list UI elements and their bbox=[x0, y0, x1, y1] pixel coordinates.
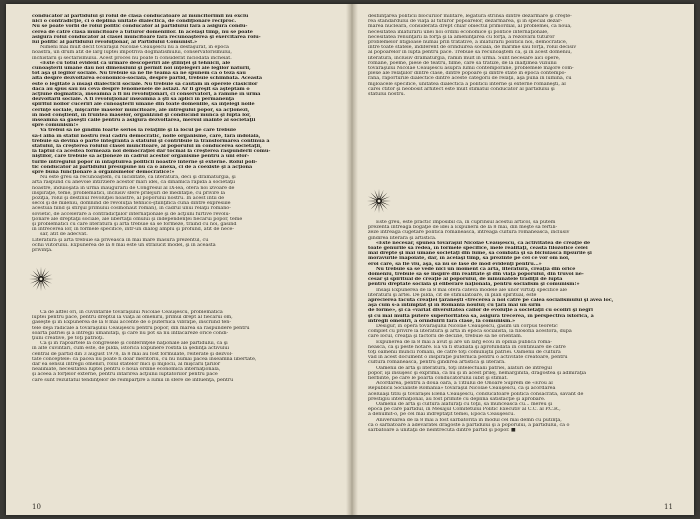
text-line: spre comunism!» bbox=[32, 123, 79, 129]
text-line: literaturii şi artei. De pildă, cît de stimulatoare, în plan spiritual, este bbox=[368, 292, 537, 298]
text-line: vad în acest document o inspiraţie puternică pentru o activitate creatoare, pentru bbox=[368, 355, 568, 361]
text-line: privinţă. bbox=[32, 248, 53, 253]
text-line: dar ea sensul întregii omeniri, rolul statelor mici şi mijlocii, al mişcării ţărilor bbox=[32, 362, 221, 367]
text-line: în alte cuvîntări, cum este, de pildă, istorica Expunere rostită la şedinţa activului bbox=[32, 346, 230, 352]
text-line: care locul, creaţia şi factorii de decizie, trebuie să ne orientăm. bbox=[368, 334, 523, 340]
text-line: pentru dreptate socială şi eliberare naţională, pentru socialism şi comunism!» bbox=[368, 282, 580, 288]
text-line: cesar şi spiritual de creaţie al poporului, de minunatele tradiţii de luptă bbox=[368, 277, 563, 283]
text-line: ochii viitorului. Expunerea de la 8 mai este un stralucit model, şi în această bbox=[32, 242, 216, 248]
text-line: şi problematici cu care literatura şi arta trebuie să se formeze, trăind cu noi, găsind bbox=[32, 222, 237, 227]
text-line: noastră, un drum atît de larg luptei împotriva dogmatismului, conservatorismului, bbox=[32, 50, 232, 56]
text-line: problemelor litigioase numai prin tratative, a înlăturării politicii noi, democratice, bbox=[368, 40, 568, 45]
text-line: inspiraţie, teme, problematici, inclusiv sfere prilejuri de meditaţie, cu privire la bbox=[32, 190, 225, 196]
text-line: tate conceptele: că pacea nu poate fi doar meritoriu, cu nu numai pacea înseamnă libertate, bbox=[32, 356, 257, 362]
text-line: Nu este greu să recunoaştem, cu luciditate, că literatura, deci şi dramaturgia, şi bbox=[40, 175, 236, 181]
text-line: literatura, inclusiv dramaturgia, rămîn mult în urmă. Sunt necesare aici opere, bbox=[368, 55, 561, 61]
text-line: eroi care, să fie viu, aşa, să nu se lase de mod evidenţi pentru...» bbox=[368, 261, 542, 267]
text-line: al popoarelor în lupta pentru pace. Trebuie să recunoaştem că, şi în acest domeniu, bbox=[368, 50, 572, 56]
page-number: 11 bbox=[664, 503, 673, 511]
text-line: Acordarea, pentru a doua oară, a Titlului de Onoare Suprem de «Erou al bbox=[376, 381, 553, 387]
text-line: Oamenii de artă şi literatura, toţi intelectualii patriei, alături de întregul bbox=[376, 365, 552, 371]
text-line: necesitatea înlăturării unei noi ordini economice şi politice internaţionale, bbox=[368, 29, 549, 35]
text-line: cerinţe sociale, mişcările maselor muncitoare, ale întregului popor, să acţionezi, bbox=[32, 107, 250, 113]
text-line: Nu se poate vorbi de rolul politic conducător al partidului fără a asigura condu- bbox=[32, 24, 248, 30]
text-line: gîndirea literară şi artistică. bbox=[368, 235, 437, 241]
page-number: 10 bbox=[32, 503, 41, 511]
text-line: desfiinţarea politicii blocurilor militare, legătura strînsă dintre dezarmare şi creşte- bbox=[368, 14, 572, 19]
text-line: toţi oamenii muncii români, de către toţi comuniştii patriei. Oamenii de cultură bbox=[368, 350, 561, 355]
text-line: rană, raporturile dialectice dintre aceste categorii de relaţii, aşa pună în lumina, cu bbox=[368, 76, 572, 82]
text-line: Literatura şi arta trebuie să privească în mai mare măsură prezentul, cu bbox=[32, 237, 209, 243]
text-line: Este greu, este practic imposibil ca, în cuprinsul acestui articol, să putem bbox=[376, 220, 556, 225]
text-line: ca o sărbătoare a adevăratei dragoste a partidului şi a poporului, a partidului, ca o bbox=[368, 422, 570, 428]
text-line: trebuie să devină o parte integrantă a statului şi contribuie la transformarea continuă a bbox=[32, 138, 270, 144]
text-line: care sunt rezultatul tendinţelor de reîmpărţire a lumii în sfere de influenţă, pentru bbox=[32, 377, 234, 383]
text-line: arta răspund cu anevoie întîrziere acestor mari idei, că dinamica rapidă a societăţii bbox=[32, 180, 236, 186]
sunburst-ornament-icon bbox=[366, 188, 392, 214]
text-line: Aniversarea de la 8 mai a fost sărbătorită în modul cel mai demn cu putinţă, bbox=[376, 417, 562, 423]
text-line: epoca pe care partidul, în Mesajul Comitetului Politic Executiv al C.C. al P.C.R., bbox=[368, 407, 561, 413]
text-line: sărbătoare a unităţii de neîntrecută dintre partid şi popor. ■ bbox=[368, 428, 516, 433]
text-line: Expunerea de la 8 mai a avut şi are un larg ecou în opinia publică româ- bbox=[376, 339, 552, 345]
text-line: tot aşa şi legilor sociale. Nu trebuie să ne fie teamă să ne spunem că o teză sau bbox=[32, 71, 246, 77]
text-line: Desigur, în opera tovarăşului Nicolae Ceauşescu, găsim un corpus teoretic bbox=[376, 324, 558, 329]
text-line: niştilor, care trebuie să acţioneze în cadrul acestor organisme pentru a uni efor- bbox=[32, 154, 250, 160]
text-line: intre toate statele, indiferent de orînduirea socială, de mărime sau forţă, rolul decisiv bbox=[368, 45, 577, 51]
text-line: cultura românească, pentru gîndirea artistică şi literară. bbox=[368, 360, 506, 366]
text-line: şi cu mai multă putere superioritatea sa, asigură trecerea, în perspectiva istorică, a bbox=[368, 313, 594, 319]
text-line: în mod conştient, în fruntea maselor, organizînd şi conducînd munca şi lupta lor, bbox=[32, 112, 251, 118]
text-line: Nu trebuie să se vede nici un moment că arta, literatura, creaţia din orice bbox=[376, 266, 576, 272]
left-page bbox=[6, 4, 346, 515]
text-line: acţiune dogmatică, înseamnă a fi nu revoluţionari, ci conservatori, a rămîne în urma bbox=[32, 92, 261, 97]
book-spread bbox=[6, 4, 694, 515]
text-line: dezvoltării sociale. A fi revoluţionar înseamnă a şti să aplici în permanenţă bbox=[32, 97, 235, 103]
text-line: alta despre dezvoltarea economico-socială, despre partid, trebuie schimbată. Aceasta bbox=[32, 76, 263, 82]
text-line: romane, poeme, piese de teatru, filme, care să tratize, de la înălţimea viziunii bbox=[368, 60, 557, 66]
text-line: la faptul că acestea formează noi democraţiei dar tocmai la creşterea răspunderii comu- bbox=[32, 149, 271, 155]
text-line: central de partid din 3 august 1978, la 8 mai au fost formulate, reiterate şi dezvol- bbox=[32, 351, 233, 357]
text-line: dacă au spus sau nu ceva despre fenomenele de astăzi. Ar fi greşit să aşteptăm o bbox=[32, 86, 250, 92]
text-line: lui politic al partidului revoluţionar, al Partidului Comunist.» bbox=[32, 40, 198, 45]
text-line: Republicii Socialiste România» tovarăşul Nicolae Ceauşescu, ca şi acordarea bbox=[368, 386, 556, 392]
text-line: închistării şi sectarismului. Acest proces nu poate fi considerat niciodată încheiat. bbox=[32, 55, 232, 61]
text-line: asigura rolul conducător al clasei muncitoare fără recunoaşterea şi exercitarea rolu- bbox=[32, 34, 261, 40]
text-line: rea standardului de viaţă al tuturor popoarelor, dezarmarea, şi în special dezar- bbox=[368, 19, 563, 25]
text-line: de forme», şi că «variat diversitatea căilor de evoluţie a societăţii cu ocoliri şi negri bbox=[368, 308, 593, 314]
text-line: spiritul noilor cuceriri ale cunoaşterii umane din toate domeniile, să înţelegi noile bbox=[32, 102, 255, 108]
text-line: nealiniate, necesitatea luptei pentru o nouă ordine economică internaţională, bbox=[32, 367, 221, 373]
text-line: moravurile inapoiate, dar, în acelaşi timp, să prezinte pe cei ce vor om noi, bbox=[368, 256, 570, 262]
text-line: tele deja radicale a tovarăşului Ceauşescu pentru popor, din marea sa răspundere pentru bbox=[32, 325, 250, 331]
text-line: prezenta întreaga bogăţie de idei a Expunerii de la 8 mai, din meşte să fertili- bbox=[368, 225, 558, 231]
text-line: fierbinte, pe care le poartă conducătorului iubit şi stimat. bbox=[368, 376, 508, 381]
text-line: mai drepte şi mai umane societăţi din lume, să combată şi să biciuiască lipsurile şi bbox=[368, 251, 592, 257]
text-line: Nimeni mai mult decît tovarăşul Nicolae Ceauşescu nu a desfăşurat, în epoca bbox=[40, 45, 229, 51]
text-line: cunoaşterii umane dau noi dimensiuni şi permit noi înţelegeri ale legilor naturii, bbox=[32, 66, 251, 71]
text-line: să-l aibă în statul nostru real cadru democratic, nolle organisme, care, fără îndoială, bbox=[32, 133, 261, 139]
sunburst-ornament-icon bbox=[28, 266, 54, 292]
text-line: găseşte şi în Expunerea de la 8 mai accente de o puternică vibraţie, înscriind ten- bbox=[32, 320, 231, 326]
text-line: aprecierea făcută creaţiei ţărănești «trecerea a noi către pe calea socialismului şi avea loc, bbox=[368, 298, 614, 303]
text-line: tovarăşului Nicolae Ceauşescu asupra lumii contemporane, problemele majore com- bbox=[368, 66, 574, 71]
text-line: întregii omeniri, a orînduirii fără clase, la comunism.» bbox=[368, 318, 515, 324]
text-line: conducător al partidului şi rolul de clasă conducătoare al muncitorimii nu exclu bbox=[32, 14, 249, 19]
text-line: statului nostru. bbox=[368, 92, 406, 97]
text-line: plexe ale relaţiilor dintre clase, dintre popoare şi dintre state în epoca contempo- bbox=[368, 71, 567, 77]
text-line: soarta patriei şi a întregii umanităţi, şi care nu pot să nu înflăcăreze orice condi- bbox=[32, 330, 229, 336]
text-line: complet cu privire la literatura şi artă în epoca socialistă, la filosofia acestora, după bbox=[368, 329, 572, 335]
text-line: domeniu, trebuie să se inspire din realitate şi din viaţa poporului, din truvoi ne- bbox=[368, 272, 584, 277]
text-line: sovietic, de accelerare a contradicţiilor internaţionale şi de acţiuni furtive revolu- bbox=[32, 211, 231, 217]
text-line: turile întregului popor în înfăptuirea politicii noastre interne şi externe. Rolul poli- bbox=[32, 159, 258, 165]
text-line: aşa cum s-a întîmplat şi în România noului; cu ţara mai un sîrm bbox=[368, 303, 541, 309]
text-line: necesitatea renunţării la forţă şi la ameninţarea cu forţa, a rezolvării tuturor bbox=[368, 34, 555, 40]
text-line: toate genurile să redea, în formele specifice, mele realităţi, ceasta filozofice celei bbox=[368, 246, 588, 251]
text-line: nească, ca şi peste hotare. Ea va fi studiată şi aprofundată în continuare de către bbox=[368, 344, 566, 350]
text-line: ţiuni creative, pe toţi patrioţi. bbox=[32, 336, 104, 341]
text-line: spre buna funcţionare a organismelor democratice!» bbox=[32, 170, 175, 175]
text-line: a denumit-o, pe cel mai îndreptăţit temei, Epoca Ceauşescu. bbox=[368, 412, 515, 418]
text-line: aceluiaşi titlu şi tovarăşei Elena Ceauşescu, conducătoare politică consacrată, savant de bbox=[368, 391, 584, 397]
text-line: cerea de către clasa muncitoare a tuturor domeniilor. În acelaşi timp, nu se poate bbox=[32, 29, 253, 35]
text-line: ţionare ale dreptăţii sociale, ale libertăţii omului şi independenţei fiecărui popor, teme bbox=[32, 216, 243, 222]
text-line: statului, la creşterea rolului clasei muncitoare, al poporului în conducerea societăţii, bbox=[32, 144, 262, 149]
text-line: înseamnă să găseşti căile pentru a asigura dezvoltarea, mersul înainte al societăţii bbox=[32, 118, 256, 123]
text-line: secol şi de mileniu, domnind de revoluţia tehnico-ştiinţifică cuna dintre expresiile bbox=[32, 201, 231, 207]
text-line: şi aceea a forţelor externe, pentru întărirea acţiunii luptătorilor pentru pace bbox=[32, 372, 218, 378]
text-line: poziţia, rolul şi destinul revoluţiei noastre, al poporului nostru. În acest întîi de bbox=[32, 196, 225, 201]
right-page bbox=[358, 4, 694, 515]
text-line: prestigiu internaţional, au fost primite cu deplină satisfacţie şi aprobare. bbox=[368, 396, 546, 402]
text-line: luptei pentru pace, pentru dreptul la viaţă al omenirii, primul drept al fiecărui om, bbox=[32, 315, 233, 321]
text-line: «Este necesar, spunea tovarăşul Nicolae Ceauşescu, ca activitatea de creaţie de bbox=[376, 240, 591, 246]
text-line: Va trebui să ne gîndim foarte serios la relaţiile şi la locul pe care trebuie bbox=[40, 128, 237, 134]
text-line: este o legitate a însăşi dialecticii sociale. Nu trebuie să căutăm în operele clasicilor bbox=[32, 81, 258, 87]
text-line: Oamenii de artă şi cultură alăturaţi cu toţii, să muncească cu... mereu şi bbox=[376, 402, 553, 407]
text-line: în întrecerea lor, în formele specifice, într-un dialog amplu şi profund, atît de nece- bbox=[32, 227, 234, 233]
text-line: popor, îşi însuşesc şi exprimă, ca nu şi în acest prilej, nemărginita, dragostea şi admiraţia bbox=[368, 370, 587, 376]
text-line: noastre, înduioşată în urma inaugurării de Congresul al IX-lea, oferă noi izvoare de bbox=[32, 185, 235, 191]
text-line: Însăşi Expunerea de la 8 mai oferă câteva modele ale unor virtuţi specifice ale bbox=[376, 287, 568, 293]
text-line: zeze întreaga cugetare politică românească, întreaga cultură românească, inclusiv bbox=[368, 230, 570, 236]
text-line: cărei ctitor şi neobosit arhitect este mult stimatul conducător al partidului şi bbox=[368, 86, 555, 92]
text-line: marea nucleară, considerată drept chiar obiectul primordial, al problemei, ca noua, bbox=[368, 24, 572, 30]
text-line: nici o contradicţie, ci o deplină unitate dialectică, de condiţionare reciproc. bbox=[32, 19, 237, 25]
text-line: mijloacele specifice, unitatea dialectică a politicii interne şi externe româneşti, al bbox=[368, 81, 566, 87]
text-line: «Este cu totul evident că urmare descoperiri ale ştiinţei şi tehnicii, ale bbox=[40, 60, 231, 66]
book-gutter bbox=[346, 4, 358, 515]
text-line: Ca de altfel ori, în cuvîntarile tovarăşului Nicolae Ceauşescu, problematica bbox=[40, 310, 223, 315]
text-line: tic conducător al partidului presupune nu ca o anexa, ci de a coexiste şi a acţiona bbox=[32, 164, 253, 170]
text-line: Ca şi în rapoartele la congresele şi conferinţele naţionale ale partidului, ca şi bbox=[40, 341, 228, 347]
text-line: sar, atît de adecvat. bbox=[40, 232, 88, 238]
text-line: acestuia fiind şi sfîrşul primului cosmonaut român), în cadrul unui relaţii româno- bbox=[32, 206, 231, 212]
